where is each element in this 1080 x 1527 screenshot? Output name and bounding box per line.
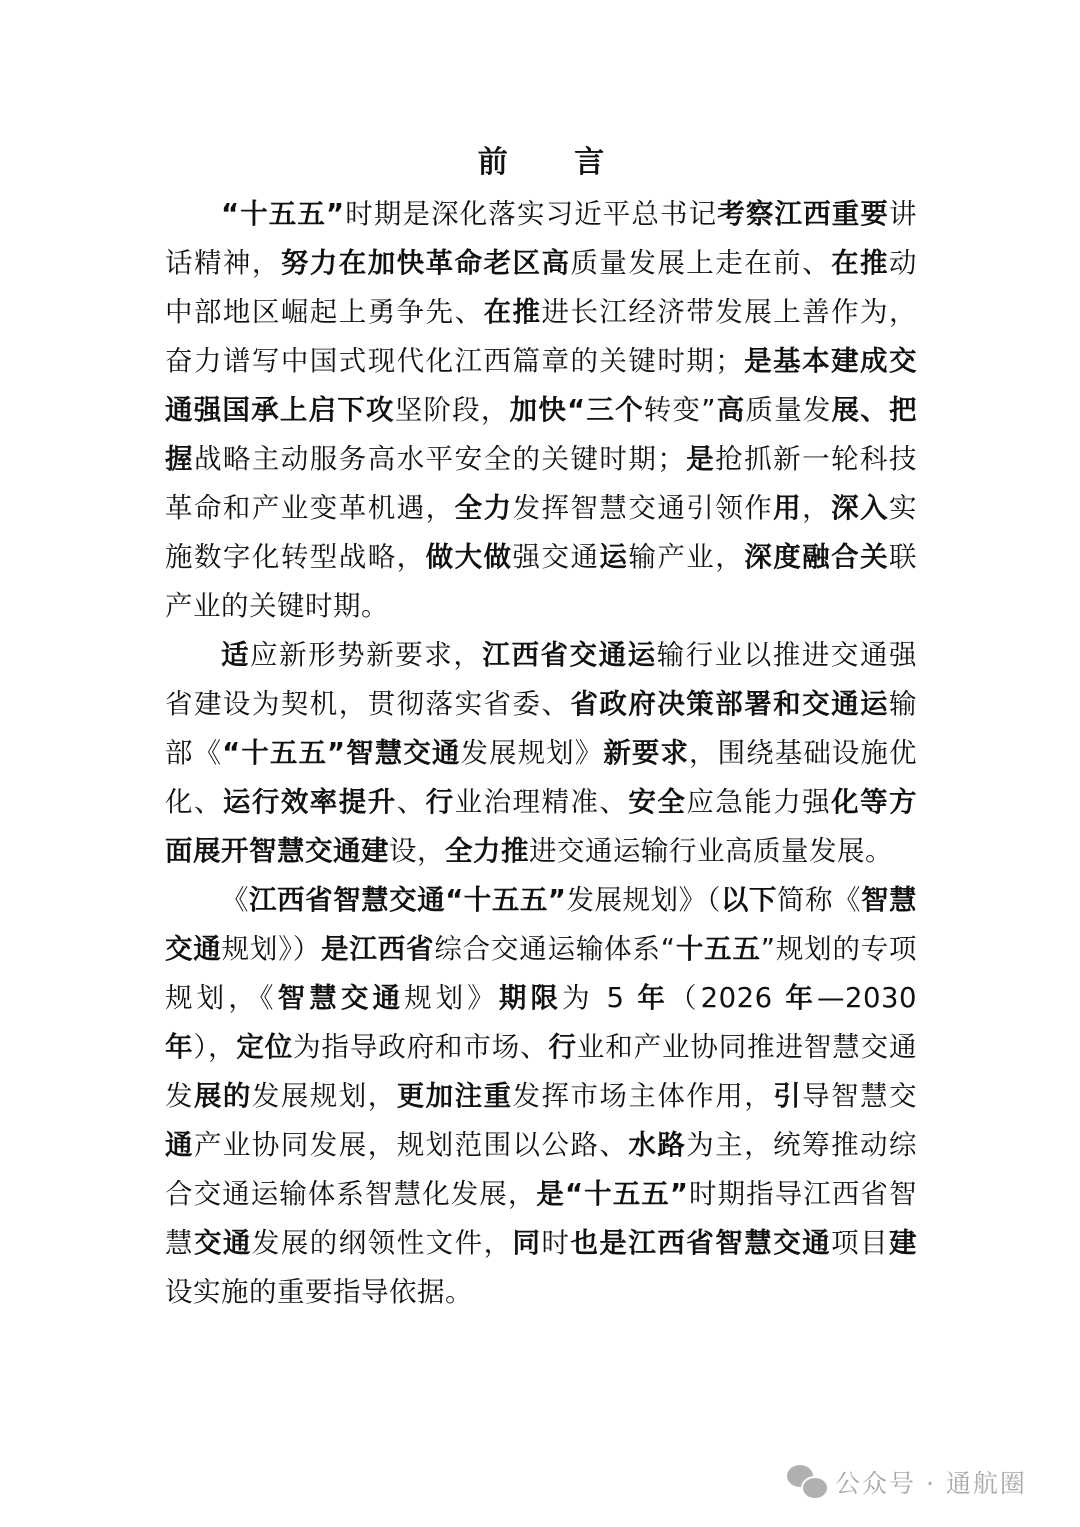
- text-segment: 十五五: [675, 933, 761, 965]
- text-segment: 输产业，: [628, 541, 745, 573]
- text-segment: —2030: [817, 982, 918, 1014]
- text-segment: 新要求: [603, 737, 690, 769]
- text-segment: 讲话精神，: [165, 198, 918, 279]
- text-segment: 发展规划》: [460, 737, 604, 769]
- text-segment: 省政府决策部署和交通运: [570, 688, 890, 720]
- text-segment: 时: [541, 1227, 571, 1259]
- text-segment: ，: [802, 492, 832, 524]
- text-segment: 引: [773, 1080, 803, 1112]
- text-segment: 《: [221, 884, 250, 916]
- text-segment: 应急能力强: [686, 786, 832, 818]
- text-segment: 江西省交通运: [482, 639, 657, 671]
- text-segment: 行: [425, 786, 455, 818]
- text-segment: 发展规划，: [251, 1080, 397, 1112]
- text-segment: 发挥市场主体作用，: [512, 1080, 774, 1112]
- text-segment: 年: [637, 982, 669, 1014]
- text-segment: “十五五”: [221, 198, 345, 230]
- text-segment: 为 5: [562, 982, 638, 1014]
- text-segment: 年: [165, 1031, 194, 1063]
- text-segment: 综合交通运输体系“: [434, 933, 676, 965]
- text-segment: 是基本建成交通强国承上启下攻: [165, 345, 918, 426]
- text-segment: 坚阶段，: [394, 394, 510, 426]
- text-segment: 智慧交通: [277, 982, 405, 1014]
- text-segment: 导智慧交: [802, 1080, 918, 1112]
- text-segment: 运: [599, 541, 629, 573]
- text-segment: ”规划的专项规划，《: [165, 933, 918, 1014]
- text-segment: 为主，统筹推动综合交通运输体系智慧化发展，: [165, 1129, 918, 1210]
- text-segment: 设实施的重要指导依据。: [165, 1276, 473, 1308]
- text-segment: 发展的纲领性文件，: [251, 1227, 513, 1259]
- text-segment: 业治理精准、: [454, 786, 629, 818]
- text-segment: 进长江经济带发展上善作为，奋力谱写中国式现代化江西篇章的关键时期；: [165, 296, 918, 377]
- text-segment: 、: [396, 786, 426, 818]
- text-segment: （2026: [668, 982, 786, 1014]
- text-segment: 是江西省: [321, 933, 435, 965]
- text-segment: 项目: [831, 1227, 890, 1259]
- text-segment: 深度融合关: [744, 541, 890, 573]
- text-segment: 输部《: [165, 688, 918, 769]
- text-segment: 化等方面展开智慧交通建: [165, 786, 918, 867]
- text-segment: 应新形势新要求，: [250, 639, 483, 671]
- text-segment: 同: [512, 1227, 542, 1259]
- text-segment: 发挥智慧交通引领作: [512, 492, 774, 524]
- text-segment: 努力在加快革命老区高: [280, 247, 571, 279]
- text-segment: 动中部地区崛起上勇争先、: [165, 247, 918, 328]
- text-segment: 战略主动服务高水平安全的关键时期；: [193, 443, 686, 475]
- text-segment: 业和产业协同推进智慧交通发: [165, 1031, 917, 1112]
- text-segment: 进交通运输行业高质量发展。: [529, 835, 893, 867]
- text-segment: 实施数字化转型战略，: [165, 492, 918, 573]
- text-segment: 年: [785, 982, 818, 1014]
- text-segment: 期限: [498, 982, 563, 1014]
- text-segment: 发展规划》（: [566, 884, 721, 916]
- text-segment: 在推: [483, 296, 542, 328]
- text-segment: 规划》: [404, 982, 499, 1014]
- text-segment: 高: [715, 394, 746, 426]
- text-segment: 规划》）: [221, 933, 322, 965]
- text-segment: 智慧交通: [165, 884, 918, 965]
- text-segment: 以下: [720, 884, 777, 916]
- text-segment: 质量发展上走在前、: [570, 247, 832, 279]
- text-segment: 质量发: [745, 394, 832, 426]
- watermark-text: 公众号 · 通航圈: [835, 1469, 1027, 1498]
- text-segment: 联产业的关键时期。: [165, 541, 918, 622]
- text-segment: 时期是深化落实习近平总书记: [344, 198, 718, 230]
- text-segment: 建: [889, 1227, 918, 1259]
- text-segment: 是“十五五”: [536, 1178, 689, 1210]
- text-segment: 水路: [628, 1129, 687, 1161]
- text-segment: 运行效率提升: [222, 786, 397, 818]
- text-segment: 简称《: [776, 884, 862, 916]
- text-segment: 强交通: [512, 541, 600, 573]
- watermark: [787, 1464, 1027, 1500]
- text-segment: 深入: [831, 492, 890, 524]
- text-segment: 是: [685, 443, 716, 475]
- text-segment: 设，: [389, 835, 445, 867]
- text-segment: 全力: [454, 492, 513, 524]
- text-segment: 定位: [236, 1031, 294, 1063]
- text-segment: ），: [193, 1031, 237, 1063]
- text-segment: 江西省智慧交通“十五五”: [249, 884, 567, 916]
- text-segment: 用: [773, 492, 803, 524]
- paragraph-3: [165, 876, 917, 1317]
- text-segment: 考察江西重要: [717, 198, 890, 230]
- text-segment: 更加注重: [396, 1080, 513, 1112]
- page-title: 前 言: [477, 145, 633, 180]
- text-segment: 转变”: [643, 394, 716, 426]
- text-segment: 行: [548, 1031, 577, 1063]
- document-page: [165, 140, 917, 1317]
- wechat-icon: [787, 1465, 827, 1499]
- text-segment: 适: [221, 639, 251, 671]
- text-segment: 通: [165, 1129, 194, 1161]
- text-segment: 交通: [193, 1227, 252, 1259]
- text-segment: 安全: [628, 786, 687, 818]
- text-segment: 展的: [193, 1080, 252, 1112]
- text-segment: 全力推: [445, 835, 529, 867]
- text-segment: 展、把握: [165, 394, 918, 475]
- text-segment: “十五五”智慧交通: [222, 737, 461, 769]
- text-segment: 时期指导江西省智慧: [165, 1178, 918, 1259]
- text-segment: 抢抓新一轮科技革命和产业变革机遇，: [165, 443, 918, 524]
- paragraph-2: [165, 631, 917, 876]
- text-segment: ，围绕基础设施优化、: [165, 737, 918, 818]
- text-segment: 做大做: [425, 541, 513, 573]
- text-segment: 输行业以推进交通强省建设为契机，贯彻落实省委、: [165, 639, 918, 720]
- paragraph-1: [165, 190, 917, 631]
- text-segment: 也是江西省智慧交通: [570, 1227, 832, 1259]
- text-segment: 加快“三个: [509, 394, 644, 426]
- text-segment: 在推: [831, 247, 890, 279]
- text-segment: 为指导政府和市场、: [293, 1031, 549, 1063]
- text-segment: 产业协同发展，规划范围以公路、: [193, 1129, 629, 1161]
